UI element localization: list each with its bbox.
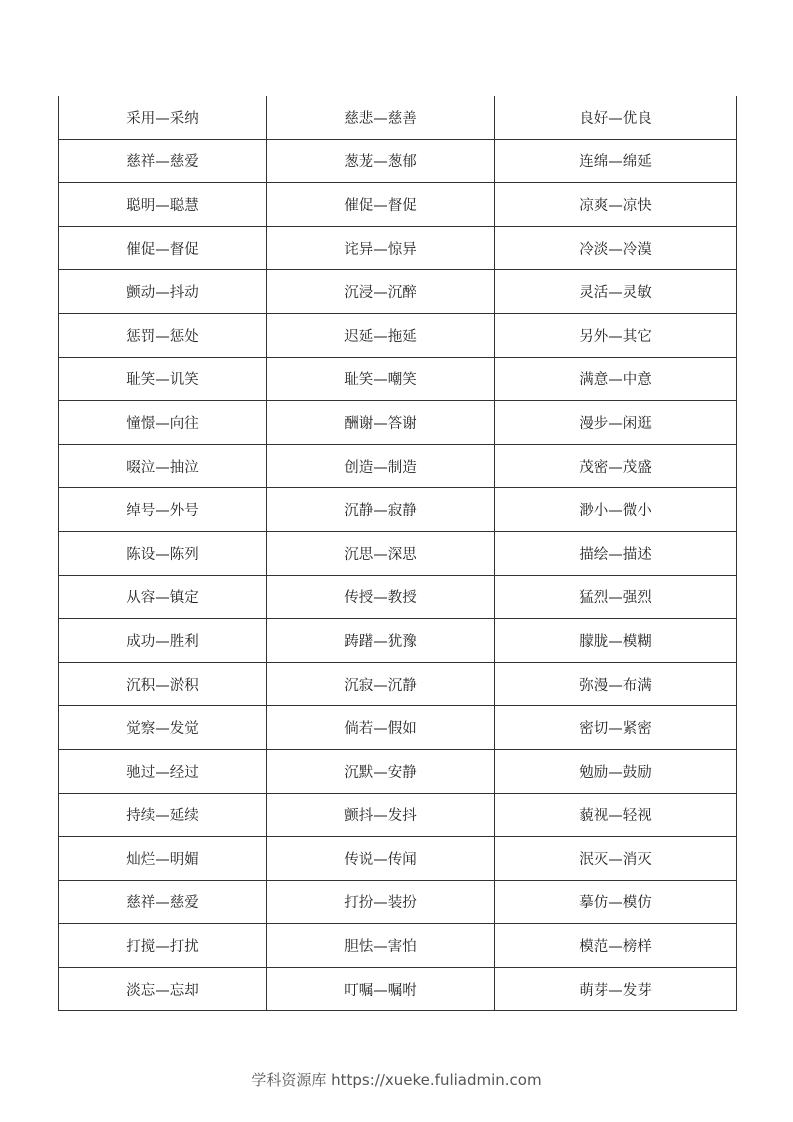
synonym-pair-cell: 勉励—鼓励 — [495, 749, 737, 793]
table-row — [59, 749, 737, 793]
synonym-pair-cell: 驰过—经过 — [59, 749, 267, 793]
synonym-pair-cell: 朦胧—模糊 — [495, 619, 737, 663]
synonym-pair-cell: 从容—镇定 — [59, 575, 267, 619]
synonym-pair-cell: 打搅—打扰 — [59, 924, 267, 968]
synonym-pair-cell: 持续—延续 — [59, 793, 267, 837]
synonym-pair-cell: 灿烂—明媚 — [59, 837, 267, 881]
synonym-pair-cell: 弥漫—布满 — [495, 662, 737, 706]
synonym-pair-cell: 茂密—茂盛 — [495, 444, 737, 488]
synonym-pair-cell: 聪明—聪慧 — [59, 183, 267, 227]
synonym-pair-cell: 摹仿—模仿 — [495, 880, 737, 924]
synonym-pair-cell: 沉思—深思 — [267, 531, 495, 575]
synonym-pair-cell: 沉浸—沉醉 — [267, 270, 495, 314]
table-row — [59, 313, 737, 357]
synonym-pair-cell: 淡忘—忘却 — [59, 967, 267, 1011]
synonym-pair-cell: 迟延—拖延 — [267, 313, 495, 357]
table-row — [59, 662, 737, 706]
synonym-pair-cell: 酬谢—答谢 — [267, 401, 495, 445]
synonym-pair-cell: 沉默—安静 — [267, 749, 495, 793]
synonym-pair-cell: 良好—优良 — [495, 96, 737, 139]
table-row — [59, 139, 737, 183]
table-row — [59, 793, 737, 837]
table-row — [59, 96, 737, 139]
synonym-pair-cell: 颤动—抖动 — [59, 270, 267, 314]
synonym-pair-cell: 踌躇—犹豫 — [267, 619, 495, 663]
synonym-pair-cell: 冷淡—冷漠 — [495, 226, 737, 270]
synonym-pair-cell: 绰号—外号 — [59, 488, 267, 532]
synonym-pair-cell: 萌芽—发芽 — [495, 967, 737, 1011]
synonym-pair-cell: 打扮—装扮 — [267, 880, 495, 924]
table-row — [59, 575, 737, 619]
synonym-pair-cell: 耻笑—讥笑 — [59, 357, 267, 401]
synonym-pair-cell: 倘若—假如 — [267, 706, 495, 750]
synonym-pair-cell: 漫步—闲逛 — [495, 401, 737, 445]
table-row — [59, 619, 737, 663]
synonym-pair-cell: 诧异—惊异 — [267, 226, 495, 270]
synonym-pair-cell: 叮嘱—嘱咐 — [267, 967, 495, 1011]
synonym-pair-cell: 传授—教授 — [267, 575, 495, 619]
synonym-table — [58, 96, 737, 1011]
table-row — [59, 880, 737, 924]
synonym-pair-cell: 密切—紧密 — [495, 706, 737, 750]
synonym-pair-cell: 凉爽—凉快 — [495, 183, 737, 227]
synonym-pair-cell: 采用—采纳 — [59, 96, 267, 139]
synonym-pair-cell: 沉寂—沉静 — [267, 662, 495, 706]
synonym-pair-cell: 催促—督促 — [59, 226, 267, 270]
synonym-pair-cell: 藐视—轻视 — [495, 793, 737, 837]
footer-source-text: 学科资源库 https://xueke.fuliadmin.com — [251, 1071, 542, 1089]
synonym-pair-cell: 觉察—发觉 — [59, 706, 267, 750]
table-row — [59, 357, 737, 401]
synonym-pair-cell: 描绘—描述 — [495, 531, 737, 575]
table-row — [59, 488, 737, 532]
synonym-pair-cell: 胆怯—害怕 — [267, 924, 495, 968]
table-row — [59, 924, 737, 968]
synonym-pair-cell: 颤抖—发抖 — [267, 793, 495, 837]
synonym-pair-cell: 连绵—绵延 — [495, 139, 737, 183]
synonym-pair-cell: 泯灭—消灭 — [495, 837, 737, 881]
synonym-pair-cell: 传说—传闻 — [267, 837, 495, 881]
synonym-pair-cell: 渺小—微小 — [495, 488, 737, 532]
table-row — [59, 837, 737, 881]
table-row — [59, 444, 737, 488]
table-row — [59, 270, 737, 314]
synonym-pair-cell: 慈祥—慈爱 — [59, 880, 267, 924]
synonym-pair-cell: 另外—其它 — [495, 313, 737, 357]
synonym-pair-cell: 慈悲—慈善 — [267, 96, 495, 139]
synonym-pair-cell: 陈设—陈列 — [59, 531, 267, 575]
synonym-pair-cell: 沉静—寂静 — [267, 488, 495, 532]
synonym-table-body — [59, 96, 737, 1011]
synonym-pair-cell: 模范—榜样 — [495, 924, 737, 968]
synonym-pair-cell: 憧憬—向往 — [59, 401, 267, 445]
synonym-pair-cell: 啜泣—抽泣 — [59, 444, 267, 488]
synonym-pair-cell: 成功—胜利 — [59, 619, 267, 663]
table-row — [59, 226, 737, 270]
synonym-pair-cell: 灵活—灵敏 — [495, 270, 737, 314]
synonym-pair-cell: 葱茏—葱郁 — [267, 139, 495, 183]
synonym-pair-cell: 催促—督促 — [267, 183, 495, 227]
synonym-pair-cell: 沉积—淤积 — [59, 662, 267, 706]
synonym-pair-cell: 慈祥—慈爱 — [59, 139, 267, 183]
table-row — [59, 706, 737, 750]
table-row — [59, 531, 737, 575]
synonym-pair-cell: 猛烈—强烈 — [495, 575, 737, 619]
synonym-pair-cell: 满意—中意 — [495, 357, 737, 401]
table-row — [59, 183, 737, 227]
table-row — [59, 967, 737, 1011]
synonym-pair-cell: 惩罚—惩处 — [59, 313, 267, 357]
synonym-pair-cell: 耻笑—嘲笑 — [267, 357, 495, 401]
table-row — [59, 401, 737, 445]
synonym-pair-cell: 创造—制造 — [267, 444, 495, 488]
